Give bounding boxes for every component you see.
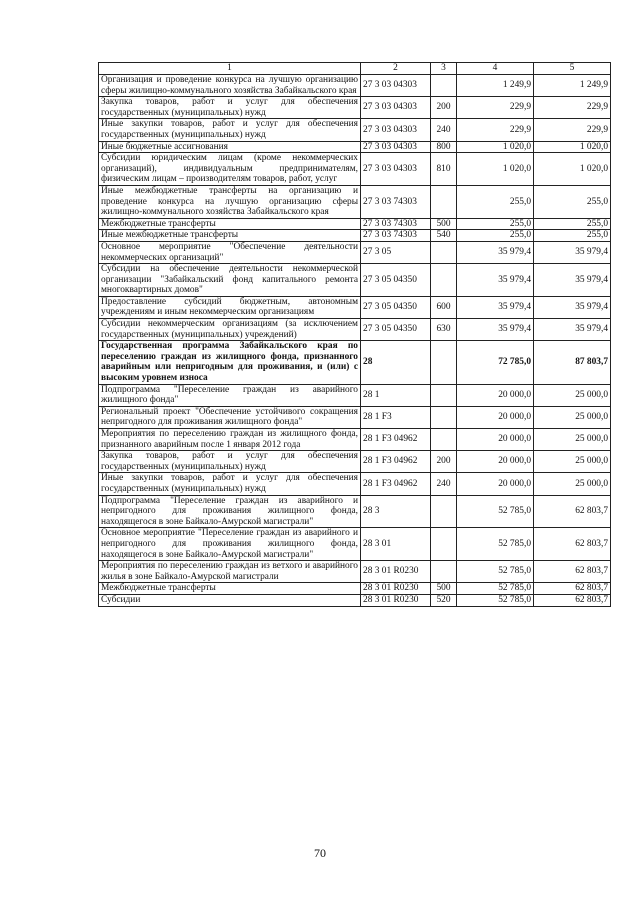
row-type-cell: 200 (431, 97, 457, 119)
row-amount-1-cell: 35 979,4 (457, 319, 534, 341)
row-type-cell (431, 185, 457, 218)
row-code-cell: 27 3 05 04350 (361, 296, 431, 318)
row-amount-1-cell: 255,0 (457, 185, 534, 218)
row-amount-1-cell: 52 785,0 (457, 583, 534, 595)
row-name-cell: Субсидии некоммерческим организациям (за исключением государственных (муниципальных) учреждений) (99, 319, 361, 341)
row-amount-2-cell: 25 000,0 (534, 406, 611, 428)
row-type-cell (431, 241, 457, 263)
row-amount-2-cell: 255,0 (534, 185, 611, 218)
row-name-cell: Субсидии на обеспечение деятельности некоммерческой организации "Забайкальский фонд капитального ремонта многоквартирных домов" (99, 264, 361, 297)
row-amount-1-cell: 229,9 (457, 97, 534, 119)
row-code-cell: 28 (361, 341, 431, 384)
table-row (99, 429, 611, 451)
row-amount-1-cell: 20 000,0 (457, 384, 534, 406)
row-code-cell: 27 3 03 74303 (361, 185, 431, 218)
table-row (99, 384, 611, 406)
column-header-name: 1 (99, 63, 361, 75)
row-name-cell: Региональный проект "Обеспечение устойчивого сокращения непригодного для проживания жилищного фонда" (99, 406, 361, 428)
column-header-amount-1: 4 (457, 63, 534, 75)
row-amount-2-cell: 229,9 (534, 97, 611, 119)
row-name-cell: Мероприятия по переселению граждан из ветхого и аварийного жилья в зоне Байкало-Амурской магистрали (99, 561, 361, 583)
row-code-cell: 27 3 03 04303 (361, 97, 431, 119)
row-type-cell: 240 (431, 119, 457, 141)
row-amount-1-cell: 255,0 (457, 230, 534, 242)
row-type-cell: 600 (431, 296, 457, 318)
row-code-cell: 28 3 01 R0230 (361, 561, 431, 583)
table-row (99, 141, 611, 153)
row-code-cell: 28 3 01 R0230 (361, 583, 431, 595)
column-header-code: 2 (361, 63, 431, 75)
table-header-row (99, 63, 611, 75)
row-amount-2-cell: 35 979,4 (534, 241, 611, 263)
row-code-cell: 28 1 F3 04962 (361, 429, 431, 451)
row-amount-2-cell: 62 803,7 (534, 583, 611, 595)
row-amount-2-cell: 229,9 (534, 119, 611, 141)
row-amount-2-cell: 62 803,7 (534, 594, 611, 606)
row-code-cell: 27 3 03 04303 (361, 141, 431, 153)
row-code-cell: 28 3 01 R0230 (361, 594, 431, 606)
row-name-cell: Субсидии (99, 594, 361, 606)
table-row (99, 406, 611, 428)
row-amount-1-cell: 20 000,0 (457, 406, 534, 428)
row-code-cell: 27 3 05 04350 (361, 264, 431, 297)
row-amount-2-cell: 35 979,4 (534, 319, 611, 341)
table-row (99, 185, 611, 218)
row-code-cell: 28 1 F3 04962 (361, 451, 431, 473)
row-type-cell: 500 (431, 218, 457, 230)
row-amount-1-cell: 72 785,0 (457, 341, 534, 384)
row-code-cell: 27 3 03 04303 (361, 119, 431, 141)
row-type-cell: 800 (431, 141, 457, 153)
row-amount-1-cell: 255,0 (457, 218, 534, 230)
row-name-cell: Межбюджетные трансферты (99, 218, 361, 230)
row-type-cell (431, 528, 457, 561)
row-code-cell: 27 3 03 04303 (361, 75, 431, 97)
row-amount-2-cell: 87 803,7 (534, 341, 611, 384)
table-row (99, 75, 611, 97)
row-name-cell: Иные бюджетные ассигнования (99, 141, 361, 153)
row-amount-1-cell: 35 979,4 (457, 296, 534, 318)
row-name-cell: Закупка товаров, работ и услуг для обеспечения государственных (муниципальных) нужд (99, 97, 361, 119)
row-amount-2-cell: 35 979,4 (534, 296, 611, 318)
row-code-cell: 28 1 F3 04962 (361, 473, 431, 495)
row-type-cell (431, 406, 457, 428)
row-amount-1-cell: 35 979,4 (457, 264, 534, 297)
row-name-cell: Иные закупки товаров, работ и услуг для обеспечения государственных (муниципальных) нужд (99, 119, 361, 141)
row-type-cell: 500 (431, 583, 457, 595)
row-type-cell (431, 495, 457, 528)
row-type-cell: 540 (431, 230, 457, 242)
row-amount-1-cell: 1 249,9 (457, 75, 534, 97)
row-code-cell: 27 3 05 04350 (361, 319, 431, 341)
table-body (99, 75, 611, 607)
table-row (99, 561, 611, 583)
column-header-amount-2: 5 (534, 63, 611, 75)
row-code-cell: 27 3 03 04303 (361, 153, 431, 186)
row-type-cell (431, 429, 457, 451)
row-name-cell: Межбюджетные трансферты (99, 583, 361, 595)
row-name-cell: Предоставление субсидий бюджетным, автономным учреждениям и иным некоммерческим организациям (99, 296, 361, 318)
row-name-cell: Организация и проведение конкурса на лучшую организацию сферы жилищно-коммунального хозяйства Забайкальского края (99, 75, 361, 97)
row-amount-2-cell: 1 020,0 (534, 141, 611, 153)
row-amount-2-cell: 255,0 (534, 218, 611, 230)
table-row (99, 218, 611, 230)
table-row (99, 230, 611, 242)
column-header-type: 3 (431, 63, 457, 75)
row-type-cell (431, 264, 457, 297)
table-row (99, 473, 611, 495)
table-row (99, 495, 611, 528)
row-name-cell: Мероприятия по переселению граждан из жилищного фонда, признанного аварийным после 1 января 2012 года (99, 429, 361, 451)
row-amount-1-cell: 20 000,0 (457, 429, 534, 451)
table-row (99, 241, 611, 263)
row-amount-1-cell: 52 785,0 (457, 528, 534, 561)
row-name-cell: Основное мероприятие "Обеспечение деятельности некоммерческих организаций" (99, 241, 361, 263)
row-code-cell: 27 3 03 74303 (361, 218, 431, 230)
table-row (99, 97, 611, 119)
row-name-cell: Иные межбюджетные трансферты (99, 230, 361, 242)
row-name-cell: Субсидии юридическим лицам (кроме некоммерческих организаций), индивидуальным предпринимателям, физическим лицам – производителям товаров, работ, услуг (99, 153, 361, 186)
row-name-cell: Основное мероприятие "Переселение граждан из аварийного и непригодного для проживания жилищного фонда, находящегося в зоне Байкало-Амурской магистрали" (99, 528, 361, 561)
row-type-cell: 520 (431, 594, 457, 606)
row-type-cell: 200 (431, 451, 457, 473)
row-code-cell: 28 3 01 (361, 528, 431, 561)
row-name-cell: Подпрограмма "Переселение граждан из аварийного и непригодного для проживания жилищного фонда, находящегося в зоне Байкало-Амурской магистрали" (99, 495, 361, 528)
row-type-cell: 240 (431, 473, 457, 495)
row-code-cell: 27 3 03 74303 (361, 230, 431, 242)
table-row (99, 451, 611, 473)
table-row (99, 583, 611, 595)
table-row (99, 153, 611, 186)
row-name-cell: Иные закупки товаров, работ и услуг для обеспечения государственных (муниципальных) нужд (99, 473, 361, 495)
row-amount-2-cell: 25 000,0 (534, 384, 611, 406)
page-number: 70 (314, 846, 326, 860)
table-row (99, 594, 611, 606)
row-type-cell (431, 341, 457, 384)
row-amount-1-cell: 52 785,0 (457, 594, 534, 606)
row-code-cell: 27 3 05 (361, 241, 431, 263)
budget-table (98, 62, 611, 607)
row-amount-2-cell: 25 000,0 (534, 473, 611, 495)
row-amount-2-cell: 25 000,0 (534, 451, 611, 473)
row-type-cell (431, 75, 457, 97)
table-row (99, 341, 611, 384)
row-type-cell (431, 561, 457, 583)
row-amount-2-cell: 255,0 (534, 230, 611, 242)
table-row (99, 264, 611, 297)
row-amount-1-cell: 20 000,0 (457, 473, 534, 495)
row-amount-1-cell: 52 785,0 (457, 495, 534, 528)
row-type-cell: 630 (431, 319, 457, 341)
row-amount-2-cell: 35 979,4 (534, 264, 611, 297)
row-amount-1-cell: 1 020,0 (457, 153, 534, 186)
row-code-cell: 28 3 (361, 495, 431, 528)
table-row (99, 528, 611, 561)
row-amount-1-cell: 52 785,0 (457, 561, 534, 583)
row-name-cell: Закупка товаров, работ и услуг для обеспечения государственных (муниципальных) нужд (99, 451, 361, 473)
row-amount-1-cell: 229,9 (457, 119, 534, 141)
table-row (99, 119, 611, 141)
row-amount-1-cell: 1 020,0 (457, 141, 534, 153)
row-name-cell: Иные межбюджетные трансферты на организацию и проведение конкурса на лучшую организацию сферы жилищно-коммунального хозяйства Забайкальского края (99, 185, 361, 218)
row-amount-2-cell: 1 249,9 (534, 75, 611, 97)
row-amount-2-cell: 62 803,7 (534, 528, 611, 561)
row-name-cell: Государственная программа Забайкальского края по переселению граждан из жилищного фонда, признанного аварийным или непригодным для проживания, и (или) с высоким уровнем износа (99, 341, 361, 384)
row-type-cell: 810 (431, 153, 457, 186)
row-amount-2-cell: 25 000,0 (534, 429, 611, 451)
row-amount-2-cell: 1 020,0 (534, 153, 611, 186)
row-amount-1-cell: 20 000,0 (457, 451, 534, 473)
row-name-cell: Подпрограмма "Переселение граждан из аварийного жилищного фонда" (99, 384, 361, 406)
table-row (99, 296, 611, 318)
row-type-cell (431, 384, 457, 406)
row-amount-2-cell: 62 803,7 (534, 495, 611, 528)
row-code-cell: 28 1 (361, 384, 431, 406)
row-amount-2-cell: 62 803,7 (534, 561, 611, 583)
row-amount-1-cell: 35 979,4 (457, 241, 534, 263)
table-row (99, 319, 611, 341)
row-code-cell: 28 1 F3 (361, 406, 431, 428)
